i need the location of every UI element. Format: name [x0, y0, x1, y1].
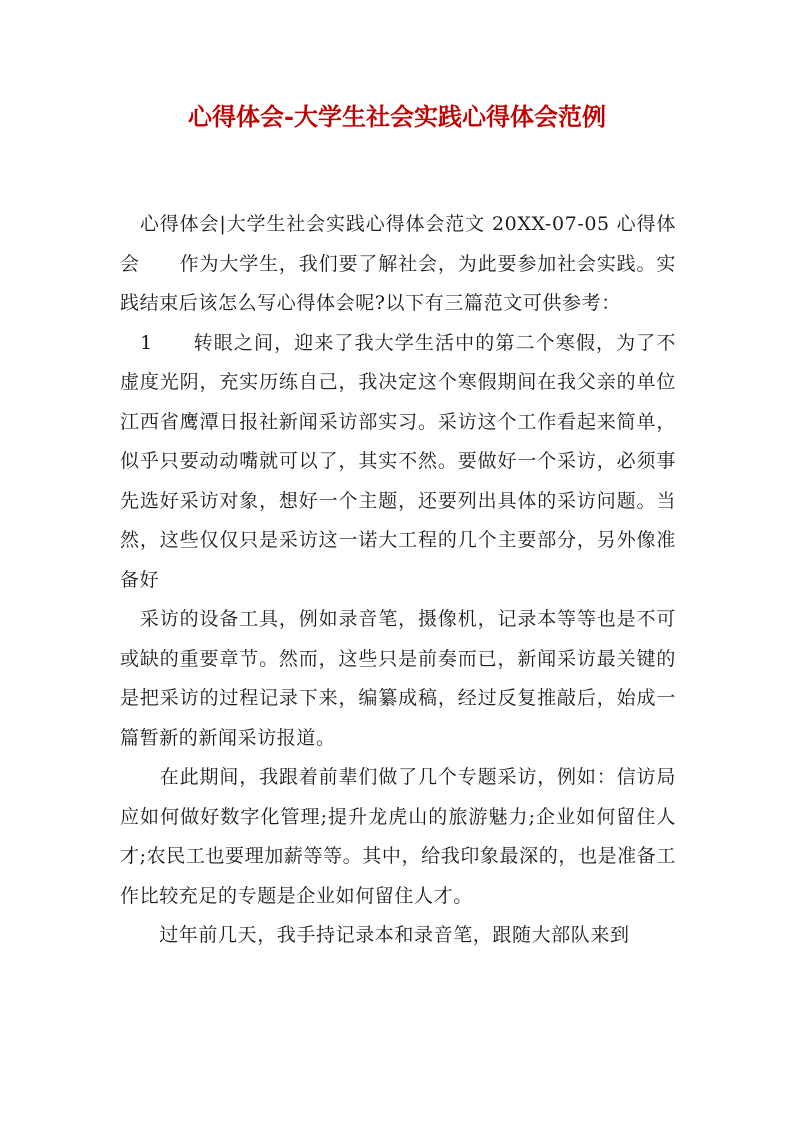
paragraph-3: 在此期间，我跟着前辈们做了几个专题采访，例如：信访局应如何做好数字化管理;提升龙虎山的旅游魅力;企业如何留住人才;农民工也要理加薪等等。其中，给我印象最深的，也是准备工作比较充足的专题是企业如何留住人才。	[120, 766, 676, 907]
document-title: 心得体会-大学生社会实践心得体会范例	[188, 102, 606, 131]
paragraph-2: 采访的设备工具，例如录音笔，摄像机，记录本等等也是不可或缺的重要章节。然而，这些只是前奏而已，新闻采访最关键的是把采访的过程记录下来，编纂成稿，经过反复推敲后，始成一篇暂新的新闻采访报道。	[120, 608, 676, 749]
document-body	[120, 205, 676, 956]
paragraph-1: 1 转眼之间，迎来了我大学生活中的第二个寒假，为了不虚度光阴，充实历练自己，我决定这个寒假期间在我父亲的单位江西省鹰潭日报社新闻采访部实习。采访这个工作看起来简单，似乎只要动动嘴就可以了，其实不然。要做好一个采访，必须事先选好采访对象，想好一个主题，还要列出具体的采访问题。当然，这些仅仅只是采访这一诺大工程的几个主要部分，另外像准备好	[120, 331, 676, 591]
paragraph-4: 过年前几天，我手持记录本和录音笔，跟随大部队来到	[120, 924, 630, 946]
paragraph-intro: 心得体会|大学生社会实践心得体会范文 20XX-07-05 心得体会 作为大学生，我们要了解社会，为此要参加社会实践。实践结束后该怎么写心得体会呢?以下有三篇范文可供参考：	[120, 213, 676, 314]
